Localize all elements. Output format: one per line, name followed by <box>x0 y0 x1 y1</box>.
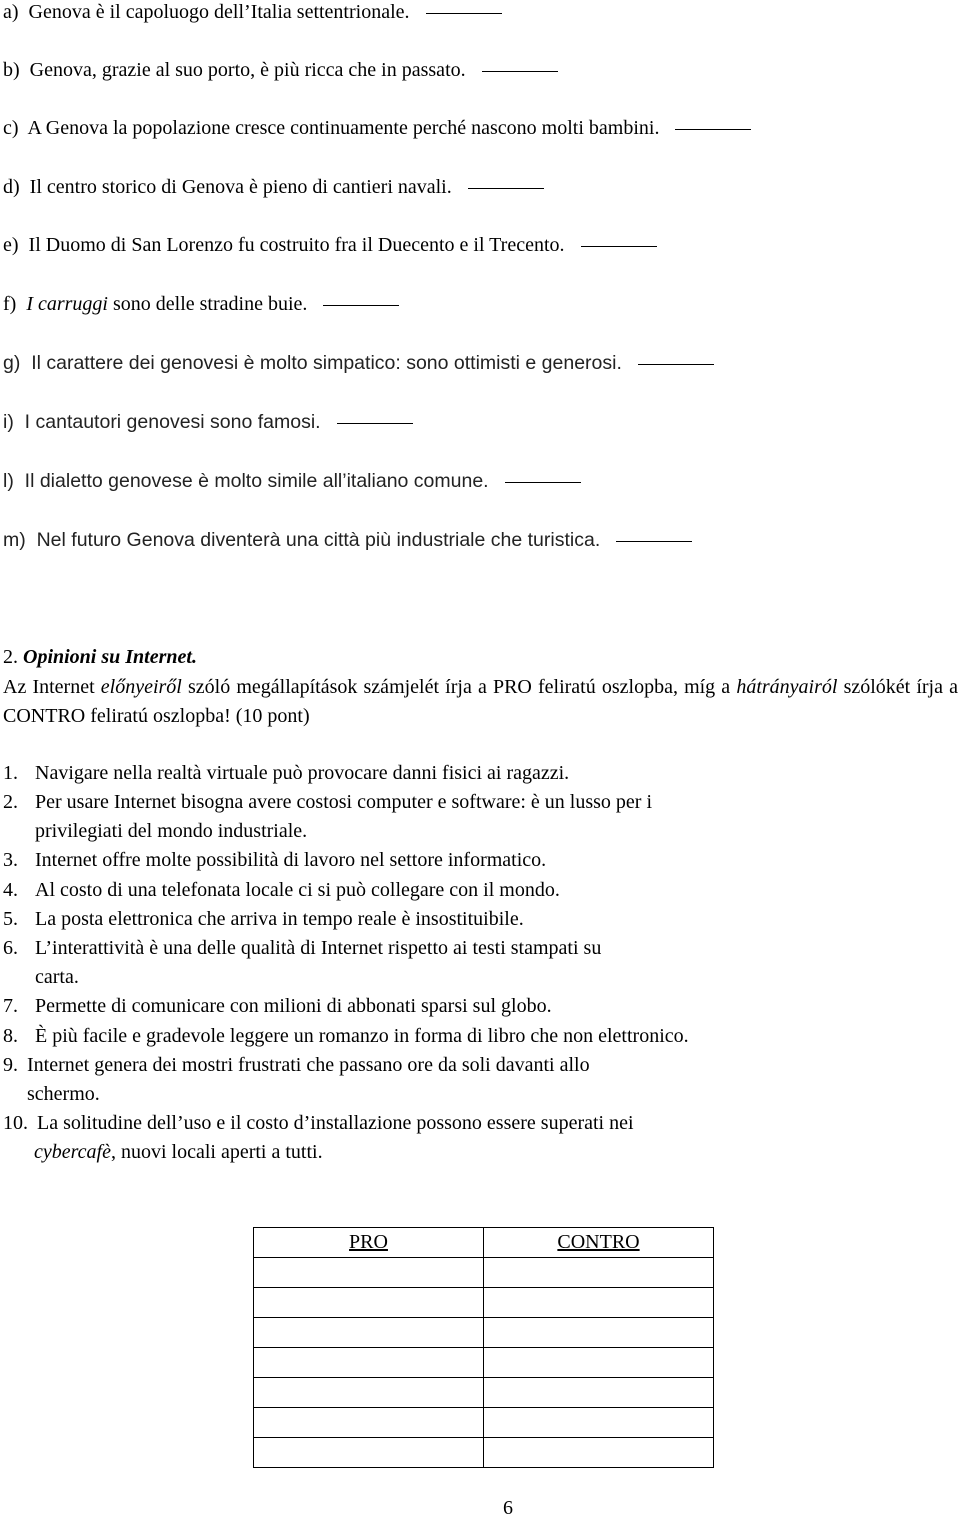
item-number: 4. <box>3 879 18 901</box>
statement-text: sono delle stradine buie. <box>108 293 308 315</box>
contro-cell[interactable] <box>484 1318 714 1348</box>
table-row <box>254 1348 714 1378</box>
item-text: Navigare nella realtà virtuale può provocare danni fisici ai ragazzi. <box>35 762 570 784</box>
statement-g <box>3 351 714 375</box>
answer-blank[interactable] <box>337 422 413 424</box>
list-item-continuation <box>34 1138 323 1167</box>
statement-text: Genova, grazie al suo porto, è più ricca che in passato. <box>29 59 466 81</box>
table-row <box>254 1408 714 1438</box>
item-number: 5. <box>3 908 18 930</box>
pro-cell[interactable] <box>254 1318 484 1348</box>
answer-blank[interactable] <box>505 481 581 483</box>
pro-contro-table <box>253 1227 714 1468</box>
pro-cell[interactable] <box>254 1258 484 1288</box>
answer-blank[interactable] <box>616 540 692 542</box>
list-item <box>3 788 652 817</box>
item-text: La posta elettronica che arriva in tempo reale è insostituibile. <box>35 908 524 930</box>
intro-text: szóló megállapítások számjelét írja a PRO feliratú oszlopba, míg a <box>181 676 737 698</box>
statement-text: Nel futuro Genova diventerà una città più industriale che turistica. <box>36 529 601 551</box>
list-item <box>3 1051 590 1080</box>
answer-blank[interactable] <box>638 363 714 365</box>
list-item-continuation: privilegiati del mondo industriale. <box>35 820 308 842</box>
section-heading <box>3 645 197 669</box>
item-text: Al costo di una telefonata locale ci si può collegare con il mondo. <box>35 879 560 901</box>
answer-blank[interactable] <box>482 70 558 72</box>
contro-cell[interactable] <box>484 1288 714 1318</box>
item-number: 9. <box>3 1054 18 1076</box>
table-row <box>254 1288 714 1318</box>
list-item <box>3 876 560 905</box>
statement-letter: c) <box>3 117 19 139</box>
item-text: Per usare Internet bisogna avere costosi computer e software: è un lusso per i <box>35 791 653 813</box>
item-text: , nuovi locali aperti a tutti. <box>110 1141 323 1163</box>
page-number: 6 <box>503 1497 513 1519</box>
item-number: 10. <box>3 1112 28 1134</box>
list-item <box>3 992 552 1021</box>
contro-header-label: CONTRO <box>557 1231 640 1253</box>
list-item <box>3 846 546 875</box>
statement-letter: f) <box>3 293 17 315</box>
table-row <box>254 1438 714 1468</box>
list-item-continuation: carta. <box>35 966 79 988</box>
intro-text: Az Internet <box>3 676 101 698</box>
list-item-continuation: schermo. <box>27 1083 100 1105</box>
table-header-row <box>254 1228 714 1258</box>
item-number: 2. <box>3 791 18 813</box>
item-number: 6. <box>3 937 18 959</box>
item-text: La solitudine dell’uso e il costo d’installazione possono essere superati nei <box>37 1112 634 1134</box>
answer-blank[interactable] <box>581 245 657 247</box>
list-item <box>3 905 524 934</box>
item-text: Permette di comunicare con milioni di abbonati sparsi sul globo. <box>35 995 552 1017</box>
pro-cell[interactable] <box>254 1378 484 1408</box>
statement-letter: g) <box>3 352 21 374</box>
statement-i <box>3 410 413 434</box>
statement-d <box>3 175 544 199</box>
item-text: Internet offre molte possibilità di lavoro nel settore informatico. <box>35 849 547 871</box>
intro-italic: előnyeiről <box>100 676 182 698</box>
statement-letter: i) <box>3 411 14 433</box>
pro-cell[interactable] <box>254 1288 484 1318</box>
table-row <box>254 1258 714 1288</box>
statement-m <box>3 528 692 552</box>
contro-cell[interactable] <box>484 1378 714 1408</box>
intro-text: szólókét írja a CONTRO feliratú oszlopba! (10 pont) <box>3 676 958 727</box>
section-title: Opinioni su Internet. <box>23 646 197 668</box>
item-number: 8. <box>3 1025 18 1047</box>
answer-blank[interactable] <box>468 187 544 189</box>
statement-letter: e) <box>3 234 19 256</box>
statement-l <box>3 469 581 493</box>
statement-text: Il Duomo di San Lorenzo fu costruito fra il Duecento e il Trecento. <box>28 234 565 256</box>
statement-letter: d) <box>3 176 20 198</box>
item-text: È più facile e gradevole leggere un romanzo in forma di libro che non elettronico. <box>35 1025 689 1047</box>
contro-cell[interactable] <box>484 1438 714 1468</box>
contro-cell[interactable] <box>484 1408 714 1438</box>
answer-blank[interactable] <box>426 12 502 14</box>
list-item <box>3 1022 689 1051</box>
item-number: 3. <box>3 849 18 871</box>
list-item <box>3 759 569 788</box>
statement-text: Genova è il capoluogo dell’Italia settentrionale. <box>28 1 410 23</box>
statement-letter: b) <box>3 59 20 81</box>
intro-italic: hátrányairól <box>736 676 838 698</box>
statement-b <box>3 58 558 82</box>
table-row <box>254 1318 714 1348</box>
item-text: L’interattività è una delle qualità di Internet rispetto ai testi stampati su <box>35 937 602 959</box>
statement-text: Il carattere dei genovesi è molto simpatico: sono ottimisti e generosi. <box>31 352 622 374</box>
section-intro <box>3 673 958 731</box>
statement-c <box>3 116 751 140</box>
section-number: 2. <box>3 646 18 668</box>
pro-header-label: PRO <box>349 1231 388 1253</box>
statement-text: A Genova la popolazione cresce continuamente perché nascono molti bambini. <box>27 117 660 139</box>
item-italic: cybercafè <box>34 1141 111 1163</box>
statement-letter: l) <box>3 470 14 492</box>
statement-italic: I carruggi <box>26 293 108 315</box>
pro-cell[interactable] <box>254 1408 484 1438</box>
statement-a <box>3 0 502 24</box>
list-item <box>3 1109 634 1138</box>
contro-cell[interactable] <box>484 1348 714 1378</box>
answer-blank[interactable] <box>675 128 751 130</box>
contro-cell[interactable] <box>484 1258 714 1288</box>
list-item <box>3 934 601 963</box>
answer-blank[interactable] <box>323 304 399 306</box>
pro-cell[interactable] <box>254 1438 484 1468</box>
item-number: 1. <box>3 762 18 784</box>
statement-text: Il centro storico di Genova è pieno di cantieri navali. <box>29 176 452 198</box>
item-number: 7. <box>3 995 18 1017</box>
statement-letter: m) <box>3 529 26 551</box>
statement-text: Il dialetto genovese è molto simile all’italiano comune. <box>24 470 489 492</box>
pro-header <box>254 1228 484 1258</box>
contro-header <box>484 1228 714 1258</box>
pro-cell[interactable] <box>254 1348 484 1378</box>
statement-e <box>3 233 657 257</box>
item-text: Internet genera dei mostri frustrati che passano ore da soli davanti allo <box>27 1054 590 1076</box>
table-row <box>254 1378 714 1408</box>
statement-letter: a) <box>3 1 19 23</box>
statement-text: I cantautori genovesi sono famosi. <box>24 411 321 433</box>
statement-f <box>3 292 399 316</box>
